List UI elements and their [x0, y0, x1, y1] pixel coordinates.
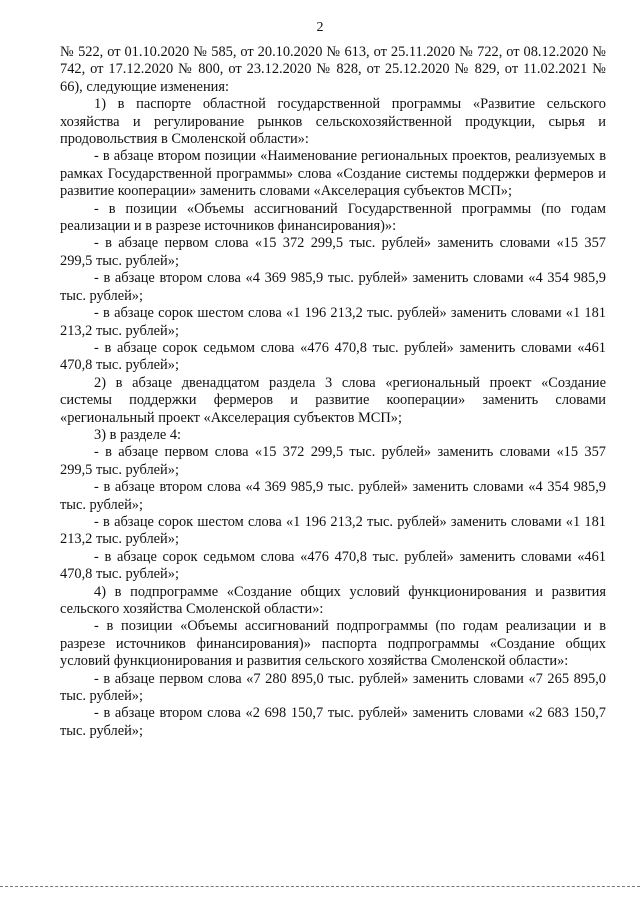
paragraph: 1) в паспорте областной государственной программы «Развитие сельского хозяйства и регулирование рынков сельскохозяйственной продукции, сырья и продовольствия в Смоленской области»: — [60, 96, 606, 148]
paragraph: - в абзаце сорок шестом слова «1 196 213,2 тыс. рублей» заменить словами «1 181 213,2 тыс. рублей»; — [60, 513, 606, 548]
paragraph: - в абзаце сорок седьмом слова «476 470,8 тыс. рублей» заменить словами «461 470,8 тыс. рублей»; — [60, 339, 606, 374]
paragraph: - в позиции «Объемы ассигнований подпрограммы (по годам реализации и в разрезе источников финансирования)» паспорта подпрограммы «Создание общих условий функционирования и развития сельского хозяйства Смоленской области»: — [60, 618, 606, 670]
paragraph: - в абзаце сорок шестом слова «1 196 213,2 тыс. рублей» заменить словами «1 181 213,2 тыс. рублей»; — [60, 305, 606, 339]
document-body — [60, 44, 606, 740]
paragraph: 4) в подпрограмме «Создание общих условий функционирования и развития сельского хозяйства Смоленской области»: — [60, 583, 606, 617]
paragraph: - в абзаце втором слова «4 369 985,9 тыс. рублей» заменить словами «4 354 985,9 тыс. рублей»; — [60, 479, 606, 513]
paragraph: - в позиции «Объемы ассигнований Государственной программы (по годам реализации и в разрезе источников финансирования)»: — [60, 200, 606, 235]
scan-edge-line — [0, 886, 640, 887]
page-number: 2 — [316, 20, 324, 35]
paragraph: № 522, от 01.10.2020 № 585, от 20.10.2020 № 613, от 25.11.2020 № 722, от 08.12.2020 № 742, от 17.12.2020 № 800, от 23.12.2020 № 828, от 25.12.2020 № 829, от 11.02.2021 № 66), следующие изменения: — [60, 44, 606, 95]
paragraph: - в абзаце втором слова «2 698 150,7 тыс. рублей» заменить словами «2 683 150,7 тыс. рублей»; — [60, 705, 606, 739]
paragraph: 2) в абзаце двенадцатом раздела 3 слова «региональный проект «Создание системы поддержки фермеров и развитие кооперации» заменить словами «региональный проект «Акселерация субъектов МСП»; — [60, 374, 606, 426]
paragraph: - в абзаце первом слова «7 280 895,0 тыс. рублей» заменить словами «7 265 895,0 тыс. рублей»; — [60, 670, 606, 705]
paragraph: 3) в разделе 4: — [94, 426, 182, 443]
paragraph: - в абзаце первом слова «15 372 299,5 тыс. рублей» заменить словами «15 357 299,5 тыс. рублей»; — [60, 444, 606, 478]
paragraph: - в абзаце первом слова «15 372 299,5 тыс. рублей» заменить словами «15 357 299,5 тыс. рублей»; — [60, 235, 606, 269]
paragraph: - в абзаце сорок седьмом слова «476 470,8 тыс. рублей» заменить словами «461 470,8 тыс. рублей»; — [60, 548, 606, 583]
paragraph: - в абзаце втором позиции «Наименование региональных проектов, реализуемых в рамках Государственной программы» слова «Создание системы поддержки фермеров и развитие кооперации» заменить словами «Акселерация субъектов МСП»; — [60, 148, 606, 200]
paragraph: - в абзаце втором слова «4 369 985,9 тыс. рублей» заменить словами «4 354 985,9 тыс. рублей»; — [60, 270, 606, 304]
